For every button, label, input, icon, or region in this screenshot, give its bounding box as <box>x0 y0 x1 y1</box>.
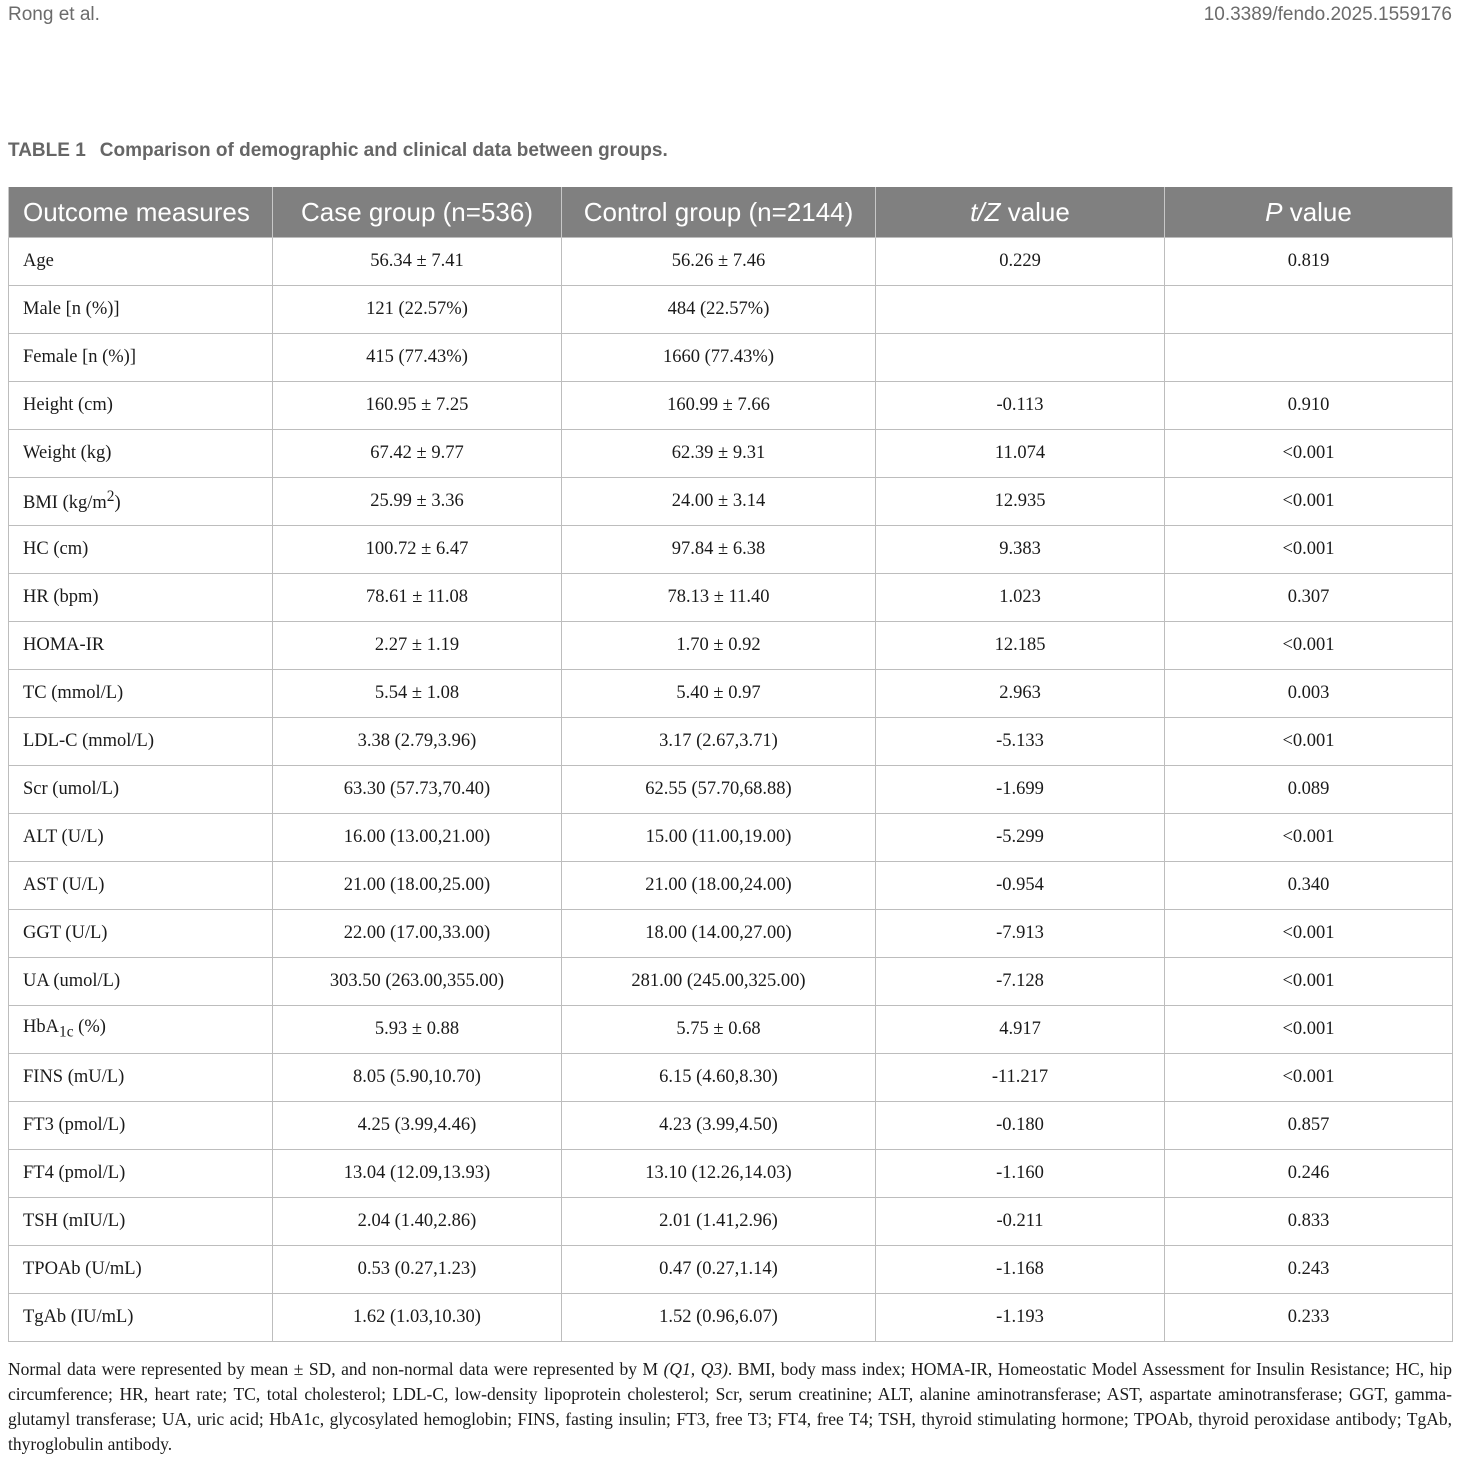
cell-outcome-measure: FT3 (pmol/L) <box>9 1102 273 1150</box>
cell-tz-value: -5.299 <box>876 814 1165 862</box>
cell-outcome-measure: TPOAb (U/mL) <box>9 1246 273 1294</box>
table-row <box>9 478 1453 526</box>
table-row <box>9 574 1453 622</box>
cell-p-value: 0.340 <box>1165 862 1453 910</box>
cell-tz-value: 12.185 <box>876 622 1165 670</box>
cell-control-group: 97.84 ± 6.38 <box>562 526 876 574</box>
cell-p-value: <0.001 <box>1165 1006 1453 1054</box>
cell-tz-value <box>876 286 1165 334</box>
cell-case-group: 5.93 ± 0.88 <box>273 1006 562 1054</box>
cell-outcome-measure: Weight (kg) <box>9 430 273 478</box>
cell-outcome-measure: Female [n (%)] <box>9 334 273 382</box>
table-row <box>9 622 1453 670</box>
cell-p-value: <0.001 <box>1165 910 1453 958</box>
cell-control-group: 5.75 ± 0.68 <box>562 1006 876 1054</box>
cell-case-group: 16.00 (13.00,21.00) <box>273 814 562 862</box>
cell-outcome-measure: HC (cm) <box>9 526 273 574</box>
cell-tz-value: -0.211 <box>876 1198 1165 1246</box>
cell-control-group: 62.55 (57.70,68.88) <box>562 766 876 814</box>
running-head <box>8 4 1452 28</box>
cell-control-group: 18.00 (14.00,27.00) <box>562 910 876 958</box>
cell-tz-value: 12.935 <box>876 478 1165 526</box>
table-row <box>9 526 1453 574</box>
cell-tz-value: 1.023 <box>876 574 1165 622</box>
cell-control-group: 3.17 (2.67,3.71) <box>562 718 876 766</box>
data-table <box>8 187 1453 1342</box>
cell-outcome-measure: BMI $(kg/m^2)$ <box>9 478 273 526</box>
cell-p-value: 0.307 <box>1165 574 1453 622</box>
cell-case-group: 1.62 (1.03,10.30) <box>273 1294 562 1342</box>
cell-p-value: 0.233 <box>1165 1294 1453 1342</box>
cell-case-group: 160.95 ± 7.25 <box>273 382 562 430</box>
cell-tz-value: -11.217 <box>876 1054 1165 1102</box>
cell-tz-value <box>876 334 1165 382</box>
cell-case-group: 78.61 ± 11.08 <box>273 574 562 622</box>
cell-control-group: 15.00 (11.00,19.00) <box>562 814 876 862</box>
cell-p-value: 0.833 <box>1165 1198 1453 1246</box>
cell-case-group: 121 (22.57%) <box>273 286 562 334</box>
cell-p-value: 0.857 <box>1165 1102 1453 1150</box>
cell-tz-value: 9.383 <box>876 526 1165 574</box>
cell-case-group: 63.30 (57.73,70.40) <box>273 766 562 814</box>
cell-case-group: 100.72 ± 6.47 <box>273 526 562 574</box>
cell-p-value: <0.001 <box>1165 478 1453 526</box>
cell-case-group: 303.50 (263.00,355.00) <box>273 958 562 1006</box>
table-row <box>9 1294 1453 1342</box>
cell-p-value: 0.910 <box>1165 382 1453 430</box>
cell-outcome-measure: FINS (mU/L) <box>9 1054 273 1102</box>
cell-control-group: 6.15 (4.60,8.30) <box>562 1054 876 1102</box>
table-row <box>9 814 1453 862</box>
cell-case-group: 415 (77.43%) <box>273 334 562 382</box>
table-row <box>9 670 1453 718</box>
cell-tz-value: -0.180 <box>876 1102 1165 1150</box>
cell-control-group: 13.10 (12.26,14.03) <box>562 1150 876 1198</box>
cell-p-value: 0.246 <box>1165 1150 1453 1198</box>
table-row <box>9 1102 1453 1150</box>
table-row <box>9 862 1453 910</box>
cell-p-value: 0.819 <box>1165 238 1453 286</box>
cell-outcome-measure: GGT (U/L) <box>9 910 273 958</box>
cell-control-group: 56.26 ± 7.46 <box>562 238 876 286</box>
cell-tz-value: -0.113 <box>876 382 1165 430</box>
cell-p-value: 0.243 <box>1165 1246 1453 1294</box>
column-header-outcome: Outcome measures <box>9 187 273 238</box>
cell-control-group: 1660 (77.43%) <box>562 334 876 382</box>
cell-case-group: 3.38 (2.79,3.96) <box>273 718 562 766</box>
table-row <box>9 1006 1453 1054</box>
cell-tz-value: -1.168 <box>876 1246 1165 1294</box>
table-caption-text: Comparison of demographic and clinical data between groups. <box>99 140 668 161</box>
cell-outcome-measure: HR (bpm) <box>9 574 273 622</box>
cell-outcome-measure: TSH (mIU/L) <box>9 1198 273 1246</box>
cell-p-value <box>1165 334 1453 382</box>
cell-case-group: 2.04 (1.40,2.86) <box>273 1198 562 1246</box>
cell-tz-value: -1.193 <box>876 1294 1165 1342</box>
cell-case-group: 5.54 ± 1.08 <box>273 670 562 718</box>
cell-case-group: 0.53 (0.27,1.23) <box>273 1246 562 1294</box>
cell-tz-value: -0.954 <box>876 862 1165 910</box>
column-header-control: Control group (n=2144) <box>562 187 876 238</box>
cell-tz-value: -1.160 <box>876 1150 1165 1198</box>
cell-case-group: 22.00 (17.00,33.00) <box>273 910 562 958</box>
cell-outcome-measure: HOMA-IR <box>9 622 273 670</box>
table-row <box>9 382 1453 430</box>
cell-tz-value: 4.917 <box>876 1006 1165 1054</box>
cell-case-group: 67.42 ± 9.77 <box>273 430 562 478</box>
table-row <box>9 1150 1453 1198</box>
table-caption <box>8 140 668 162</box>
cell-control-group: 24.00 ± 3.14 <box>562 478 876 526</box>
cell-p-value: <0.001 <box>1165 958 1453 1006</box>
cell-control-group: 281.00 (245.00,325.00) <box>562 958 876 1006</box>
cell-case-group: 8.05 (5.90,10.70) <box>273 1054 562 1102</box>
cell-control-group: 5.40 ± 0.97 <box>562 670 876 718</box>
table-row <box>9 238 1453 286</box>
cell-tz-value: 0.229 <box>876 238 1165 286</box>
cell-outcome-measure: FT4 (pmol/L) <box>9 1150 273 1198</box>
cell-p-value: 0.003 <box>1165 670 1453 718</box>
table-row <box>9 334 1453 382</box>
cell-outcome-measure: LDL-C (mmol/L) <box>9 718 273 766</box>
cell-p-value: <0.001 <box>1165 1054 1453 1102</box>
table-row <box>9 286 1453 334</box>
table-row <box>9 766 1453 814</box>
cell-case-group: 21.00 (18.00,25.00) <box>273 862 562 910</box>
cell-control-group: 78.13 ± 11.40 <box>562 574 876 622</box>
column-header-tz: t/Z value <box>876 187 1165 238</box>
cell-tz-value: -7.128 <box>876 958 1165 1006</box>
cell-control-group: 484 (22.57%) <box>562 286 876 334</box>
table-row <box>9 430 1453 478</box>
cell-case-group: 13.04 (12.09,13.93) <box>273 1150 562 1198</box>
cell-p-value: <0.001 <box>1165 430 1453 478</box>
cell-case-group: 25.99 ± 3.36 <box>273 478 562 526</box>
running-head-doi: 10.3389/fendo.2025.1559176 <box>1203 4 1452 25</box>
cell-control-group: 62.39 ± 9.31 <box>562 430 876 478</box>
cell-control-group: 21.00 (18.00,24.00) <box>562 862 876 910</box>
table-row <box>9 958 1453 1006</box>
cell-p-value: <0.001 <box>1165 814 1453 862</box>
cell-outcome-measure: Height (cm) <box>9 382 273 430</box>
table-header-row <box>9 187 1453 238</box>
table-row <box>9 1246 1453 1294</box>
cell-control-group: 160.99 ± 7.66 <box>562 382 876 430</box>
cell-control-group: 1.52 (0.96,6.07) <box>562 1294 876 1342</box>
cell-outcome-measure: Male [n (%)] <box>9 286 273 334</box>
cell-control-group: 0.47 (0.27,1.14) <box>562 1246 876 1294</box>
cell-outcome-measure: Scr (umol/L) <box>9 766 273 814</box>
cell-outcome-measure: UA (umol/L) <box>9 958 273 1006</box>
column-header-case: Case group (n=536) <box>273 187 562 238</box>
cell-outcome-measure: HbA$_{1c}$ (%) <box>9 1006 273 1054</box>
table-row <box>9 910 1453 958</box>
table-body <box>9 238 1453 1342</box>
running-head-authors: Rong et al. <box>8 4 100 25</box>
cell-tz-value: -7.913 <box>876 910 1165 958</box>
cell-control-group: 4.23 (3.99,4.50) <box>562 1102 876 1150</box>
cell-p-value: <0.001 <box>1165 622 1453 670</box>
table-row <box>9 718 1453 766</box>
table-row <box>9 1198 1453 1246</box>
cell-outcome-measure: TC (mmol/L) <box>9 670 273 718</box>
cell-case-group: 4.25 (3.99,4.46) <box>273 1102 562 1150</box>
cell-outcome-measure: TgAb (IU/mL) <box>9 1294 273 1342</box>
cell-tz-value: 11.074 <box>876 430 1165 478</box>
column-header-p: P value <box>1165 187 1453 238</box>
cell-control-group: 2.01 (1.41,2.96) <box>562 1198 876 1246</box>
cell-outcome-measure: ALT (U/L) <box>9 814 273 862</box>
cell-case-group: 2.27 ± 1.19 <box>273 622 562 670</box>
cell-outcome-measure: AST (U/L) <box>9 862 273 910</box>
cell-control-group: 1.70 ± 0.92 <box>562 622 876 670</box>
cell-p-value: <0.001 <box>1165 718 1453 766</box>
cell-tz-value: -1.699 <box>876 766 1165 814</box>
table-caption-label: TABLE 1 <box>8 140 86 161</box>
cell-tz-value: -5.133 <box>876 718 1165 766</box>
cell-p-value <box>1165 286 1453 334</box>
table-footnote: Normal data were represented by mean ± SD, and non-normal data were represented by M (Q1, Q3). BMI, body mass index; HOMA-IR, Homeostatic Model Assessment for Insulin Resistance; HC, hip circumference; HR, heart rate; TC, total cholesterol; LDL-C, low-density lipoprotein cholesterol; Scr, serum creatinine; ALT, alanine aminotransferase; AST, aspartate aminotransferase; GGT, gamma-glutamyl transferase; UA, uric acid; HbA1c, glycosylated hemoglobin; FINS, fasting insulin; FT3, free T3; FT4, free T4; TSH, thyroid stimulating hormone; TPOAb, thyroid peroxidase antibody; TgAb, thyroglobulin antibody. <box>8 1359 1452 1454</box>
cell-p-value: 0.089 <box>1165 766 1453 814</box>
cell-tz-value: 2.963 <box>876 670 1165 718</box>
cell-case-group: 56.34 ± 7.41 <box>273 238 562 286</box>
cell-outcome-measure: Age <box>9 238 273 286</box>
cell-p-value: <0.001 <box>1165 526 1453 574</box>
table-row <box>9 1054 1453 1102</box>
